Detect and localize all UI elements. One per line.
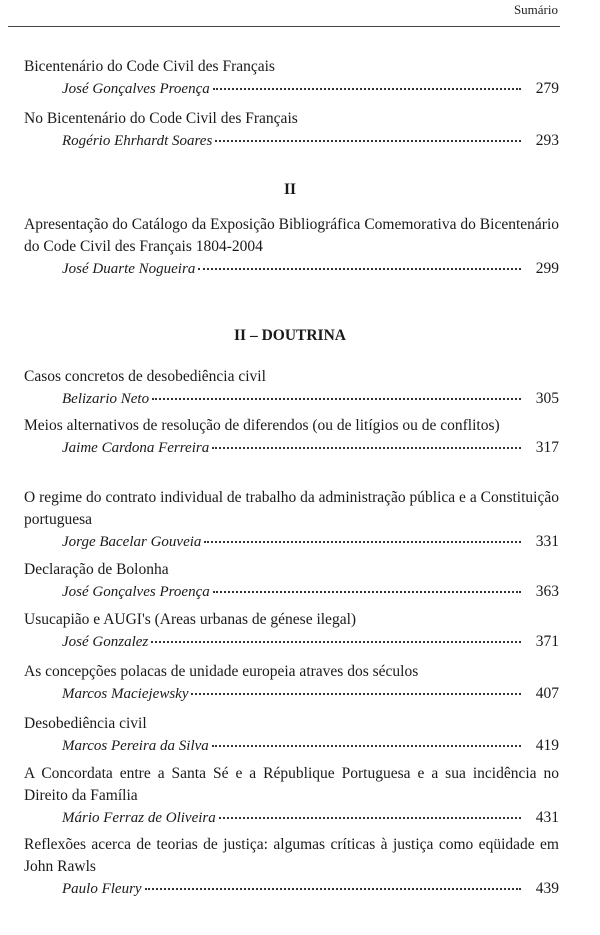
entry-title: A Concordata entre a Santa Sé e a République Portuguesa e a sua incidência no Direito da Família [24,765,559,804]
entry-title: Usucapião e AUGI's (Areas urbanas de génese ilegal) [24,611,357,628]
dot-leader [151,641,521,643]
toc-entry [24,713,559,757]
toc-entry [24,487,559,553]
entry-page: 407 [535,685,559,702]
entry-author-line [24,531,559,553]
dot-leader [204,541,521,543]
entry-page: 305 [535,390,559,407]
toc-entry [24,609,559,653]
entry-author-line [24,581,559,603]
entry-author: Marcos Pereira da Silva [62,738,209,754]
entry-page: 331 [535,533,559,550]
toc-entry [24,366,559,410]
section-heading: II [283,181,297,198]
dot-leader [152,398,521,400]
entry-title: No Bicentenário do Code Civil des Français [24,110,298,127]
entry-author-line [24,130,559,152]
entry-author: José Gonzalez [62,634,149,650]
entry-page: 431 [535,809,559,826]
dot-leader [213,88,521,90]
entry-author-line [24,388,559,410]
entry-author-line [24,78,559,100]
entry-author-line [24,878,559,900]
entry-author-line [24,735,559,757]
toc-entry [24,661,559,705]
entry-author-line [24,807,559,829]
dot-leader [212,447,521,449]
entry-author: Paulo Fleury [62,881,142,897]
running-header: Sumário [513,2,558,17]
dot-leader [213,591,521,593]
entry-page: 299 [535,260,559,277]
entry-title: O regime do contrato individual de trabalho da administração pública e a Constituição portuguesa [24,489,559,528]
entry-author: Jaime Cardona Ferreira [62,440,210,456]
entry-author: José Gonçalves Proença [62,81,210,97]
entry-page: 279 [535,80,559,97]
entry-page: 317 [535,439,559,456]
entry-author-line [24,683,559,705]
toc-entry [24,214,559,280]
toc-entry [24,559,559,603]
entry-title: Casos concretos de desobediência civil [24,368,266,385]
header-rule [8,26,560,27]
dot-leader [215,140,521,142]
entry-title: Desobediência civil [24,715,147,732]
entry-author: Rogério Ehrhardt Soares [62,133,213,149]
entry-page: 371 [535,633,559,650]
entry-author-line [24,437,559,459]
entry-author-line [24,631,559,653]
dot-leader [219,817,521,819]
entry-title: Apresentação do Catálogo da Exposição Bibliográfica Comemorativa do Bicentenário do Code Civil des Français 1804-2004 [24,216,559,255]
entry-page: 439 [535,880,559,897]
entry-title: Reflexões acerca de teorias de justiça: algumas críticas à justiça como eqüidade em John Rawls [24,836,559,875]
section-heading: II – DOUTRINA [234,327,346,344]
entry-author-line [24,258,559,280]
entry-page: 363 [535,583,559,600]
toc-entry [24,415,559,459]
entry-page: 419 [535,737,559,754]
dot-leader [212,745,521,747]
entry-author: Jorge Bacelar Gouveia [62,534,202,550]
dot-leader [191,693,521,695]
toc-entry [24,763,559,829]
entry-author: José Gonçalves Proença [62,584,210,600]
entry-author: Marcos Maciejewsky [62,686,189,702]
dot-leader [145,888,521,890]
toc-entry [24,834,559,900]
entry-author: José Duarte Nogueira [62,261,196,277]
entry-title: Declaração de Bolonha [24,561,169,578]
entry-title: Meios alternativos de resolução de diferendos (ou de litígios ou de conflitos) [24,417,500,434]
dot-leader [198,268,521,270]
entry-author: Belizario Neto [62,391,150,407]
toc-entry [24,108,559,152]
entry-author: Mário Ferraz de Oliveira [62,810,216,826]
entry-title: Bicentenário do Code Civil des Français [24,58,275,75]
toc-entry [24,56,559,100]
entry-page: 293 [535,132,559,149]
entry-title: As concepções polacas de unidade europeia atraves dos séculos [24,663,419,680]
